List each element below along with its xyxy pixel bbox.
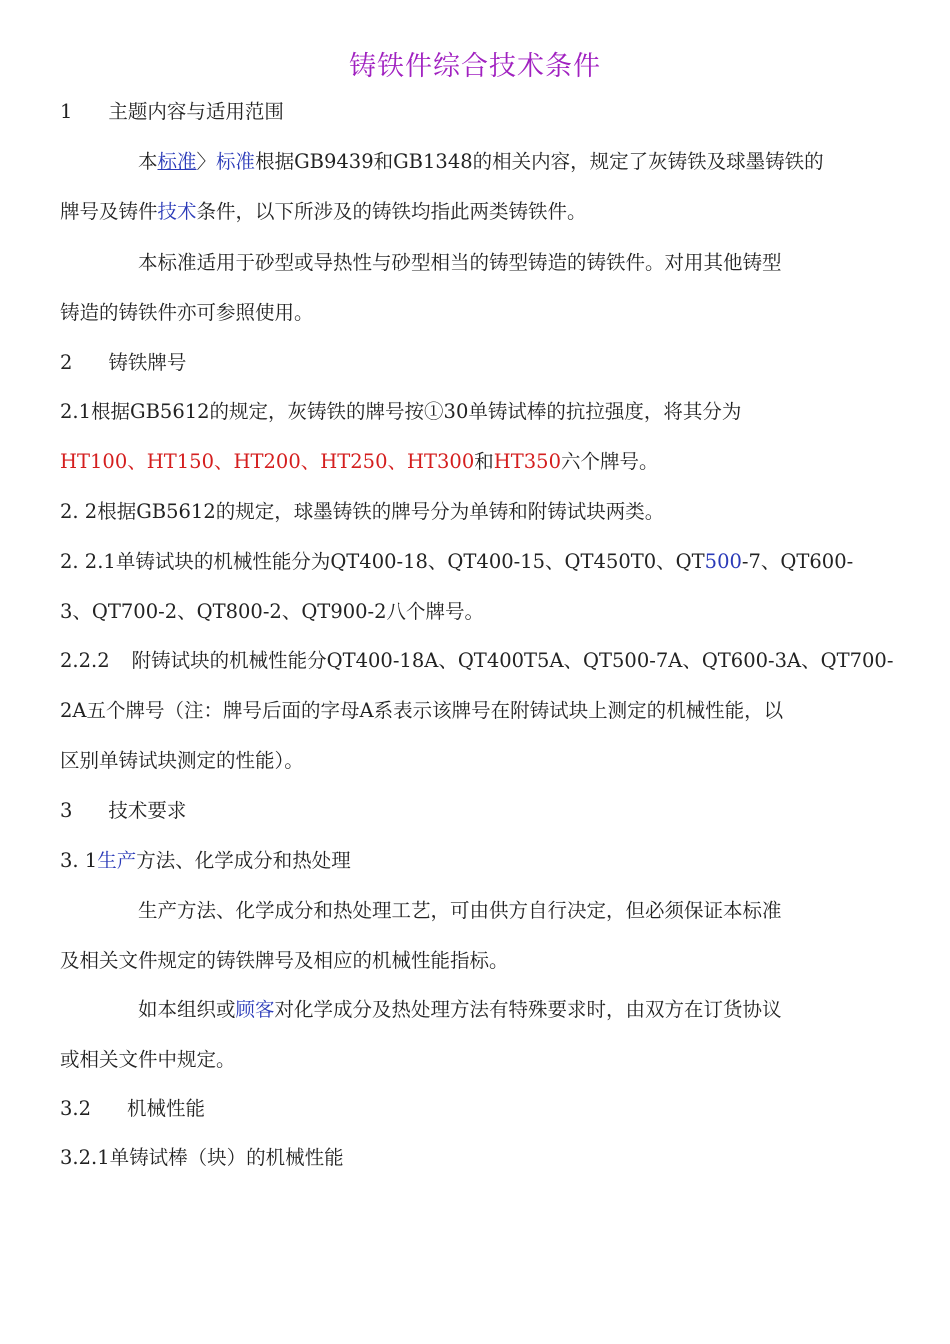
- paragraph-2-2-2-line-3: 区别单铸试块测定的性能）。: [60, 749, 304, 772]
- paragraph-2-1-line-2: [60, 447, 900, 477]
- technology-link[interactable]: 技术: [157, 200, 197, 223]
- paragraph-scope-line-1: [138, 147, 900, 177]
- separator: 、: [127, 450, 147, 473]
- paragraph-3-1-a-line-2: 及相关文件规定的铸铁牌号及相应的机械性能指标。: [60, 949, 509, 972]
- paragraph-2-2-1-line-1: [60, 547, 900, 577]
- paragraph-2-2-1-line-2: 3、QT700-2、QT800-2、QT900-2八个牌号。: [60, 600, 485, 623]
- grade-code: HT300: [407, 450, 475, 473]
- section-3-1-heading: [60, 846, 900, 876]
- document-title: 铸铁件综合技术条件: [349, 51, 601, 82]
- paragraph-3-1-b-line-2: 或相关文件中规定。: [60, 1048, 236, 1071]
- standard-link-2[interactable]: 标准: [216, 150, 256, 173]
- text-run: -7、QT600-: [741, 550, 854, 573]
- section-title: 铸铁牌号: [108, 351, 187, 374]
- text-run: 六个牌号。: [560, 450, 659, 473]
- paragraph-scope-line-2: [60, 197, 900, 227]
- section-title: 方法、化学成分和热处理: [136, 849, 351, 872]
- grade-code: HT200: [233, 450, 301, 473]
- paragraph-2-2: 2. 2根据GB5612的规定，球墨铸铁的牌号分为单铸和附铸试块两类。: [60, 500, 665, 523]
- section-3-2-heading: [60, 1094, 900, 1124]
- section-number: 1: [60, 100, 73, 123]
- paragraph-2-1-line-1: 2.1根据GB5612的规定，灰铸铁的牌号按①30单铸试棒的抗拉强度，将其分为: [60, 400, 742, 423]
- standard-link[interactable]: 标准: [157, 150, 197, 173]
- customer-link[interactable]: 顾客: [235, 998, 275, 1021]
- text-run: 条件，以下所涉及的铸铁均指此两类铸铁件。: [196, 200, 587, 223]
- section-number: 2: [60, 351, 73, 374]
- grade-link[interactable]: 500: [704, 550, 742, 573]
- section-number: 3. 1: [60, 849, 98, 872]
- section-number: 3: [60, 799, 73, 822]
- text-run: 根据GB9439和GB1348的相关内容，规定了灰铸铁及球墨铸铁的: [255, 150, 824, 173]
- separator: 、: [213, 450, 234, 473]
- grade-code: HT100: [60, 450, 128, 473]
- section-3-heading: [60, 796, 900, 826]
- text-run: 附铸试块的机械性能分QT400-18A、QT400T5A、QT500-7A、QT600-3A、QT700-: [131, 649, 894, 672]
- text-run: 本: [138, 150, 158, 173]
- text-run: 2. 2.1单铸试块的机械性能分为QT400-18、QT400-15、QT450T0、QT: [60, 550, 705, 573]
- section-title: 机械性能: [127, 1097, 206, 1120]
- text-run: 和: [474, 450, 494, 473]
- grade-code: HT250: [320, 450, 388, 473]
- separator: 、: [300, 450, 321, 473]
- paragraph-2-2-2-line-2: 2A五个牌号（注：牌号后面的字母A系表示该牌号在附铸试块上测定的机械性能，以: [60, 699, 784, 722]
- text-run: 如本组织或: [138, 998, 236, 1021]
- text-run: 对化学成分及热处理方法有特殊要求时，由双方在订货协议: [274, 998, 782, 1021]
- section-2-heading: [60, 348, 900, 378]
- paragraph-3-1-b-line-1: [138, 995, 900, 1025]
- grade-code: HT350: [493, 450, 561, 473]
- section-1-heading: [60, 97, 900, 127]
- paragraph-2-2-2-line-1: [60, 646, 900, 676]
- section-number: 2.2.2: [60, 649, 110, 672]
- section-title: 技术要求: [108, 799, 187, 822]
- section-title: 主题内容与适用范围: [108, 100, 284, 123]
- text-run: 〉: [196, 150, 217, 173]
- production-link[interactable]: 生产: [97, 849, 137, 872]
- grade-code: HT150: [146, 450, 214, 473]
- paragraph-applicability-line-1: 本标准适用于砂型或导热性与砂型相当的铸型铸造的铸铁件。对用其他铸型: [138, 251, 782, 274]
- separator: 、: [387, 450, 407, 473]
- text-run: 牌号及铸件: [60, 200, 158, 223]
- section-3-2-1-heading: 3.2.1单铸试棒（块）的机械性能: [60, 1146, 344, 1169]
- paragraph-applicability-line-2: 铸造的铸铁件亦可参照使用。: [60, 301, 314, 324]
- section-number: 3.2: [60, 1097, 92, 1120]
- paragraph-3-1-a-line-1: 生产方法、化学成分和热处理工艺，可由供方自行决定，但必须保证本标准: [138, 899, 782, 922]
